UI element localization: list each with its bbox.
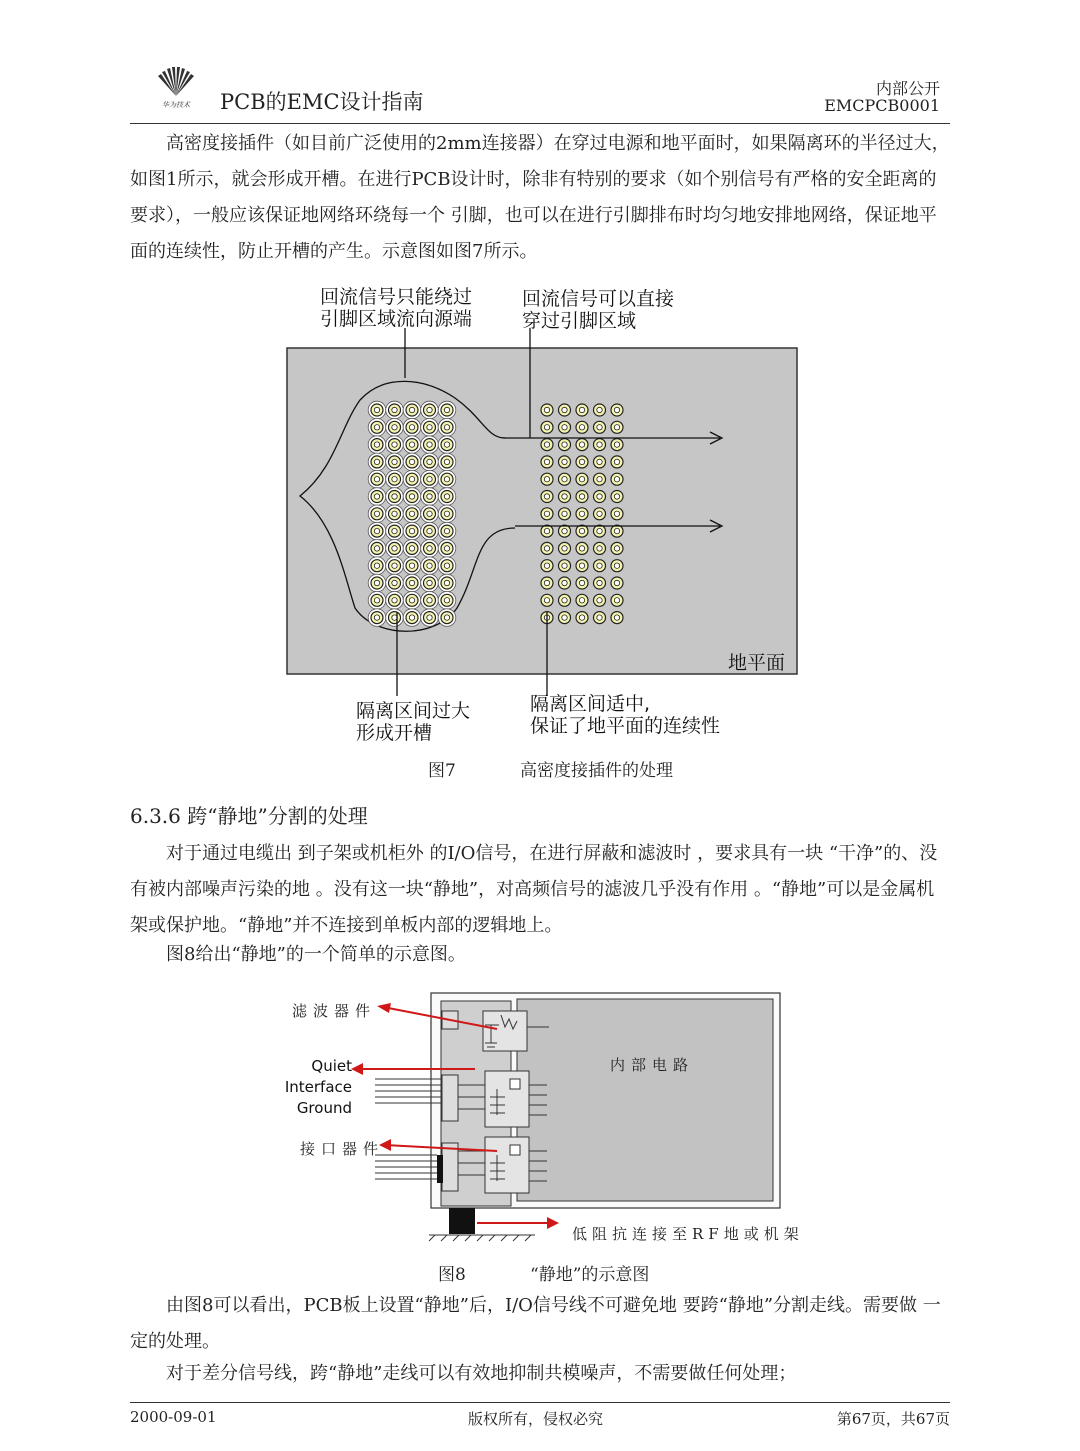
- pin-hole: [562, 425, 567, 430]
- pin-hole: [597, 511, 602, 516]
- label-oversized-clearance: 隔离区间过大 形成开槽: [356, 700, 471, 744]
- pin-hole: [579, 528, 584, 533]
- pin-hole: [374, 528, 379, 533]
- internal-circuit-block: [517, 999, 773, 1201]
- pin-hole: [614, 563, 619, 568]
- interface-device-2: [485, 1137, 529, 1193]
- pin-hole: [614, 494, 619, 499]
- company-logo: [148, 62, 204, 112]
- pin-hole: [562, 528, 567, 533]
- pin-hole: [579, 546, 584, 551]
- pin-hole: [374, 459, 379, 464]
- figure-7-diagram: [285, 278, 805, 748]
- footer-copyright: 版权所有，侵权必究: [468, 1410, 604, 1428]
- figure-8-number: 图8: [438, 1265, 466, 1285]
- pin-hole: [444, 407, 449, 412]
- pin-hole: [392, 563, 397, 568]
- pin-hole: [597, 615, 602, 620]
- section-heading: 6.3.6 跨“静地”分割的处理: [130, 804, 368, 828]
- pin-hole: [409, 563, 414, 568]
- pin-hole: [597, 528, 602, 533]
- pin-hole: [562, 459, 567, 464]
- pin-hole: [579, 615, 584, 620]
- interface-device-1: [485, 1071, 529, 1127]
- label-interface-device: 接口器件: [300, 1140, 385, 1158]
- pin-hole: [614, 511, 619, 516]
- figure-7-number: 图7: [428, 761, 456, 781]
- pin-hole: [562, 598, 567, 603]
- pin-hole: [444, 580, 449, 585]
- pin-hole: [444, 494, 449, 499]
- pin-hole: [392, 511, 397, 516]
- pin-hole: [444, 546, 449, 551]
- pin-hole: [444, 598, 449, 603]
- pin-hole: [544, 528, 549, 533]
- pin-hole: [374, 563, 379, 568]
- label-quiet-interface-ground: Quiet Interface Ground: [284, 1057, 352, 1117]
- pin-hole: [597, 494, 602, 499]
- pin-hole: [409, 615, 414, 620]
- pin-hole: [579, 598, 584, 603]
- filter-device: [483, 1011, 527, 1051]
- pin-hole: [614, 407, 619, 412]
- pin-hole: [579, 442, 584, 447]
- pin-hole: [427, 459, 432, 464]
- pin-hole: [597, 477, 602, 482]
- pin-hole: [409, 494, 414, 499]
- pin-hole: [409, 528, 414, 533]
- pin-hole: [614, 580, 619, 585]
- pin-hole: [444, 442, 449, 447]
- pin-hole: [544, 546, 549, 551]
- paragraph-figure8-intro: 图8给出“静地”的一个简单的示意图。: [166, 944, 466, 965]
- pin-hole: [562, 546, 567, 551]
- label-low-impedance: 低阻抗连接至RF地或机架: [572, 1225, 804, 1243]
- pin-hole: [374, 580, 379, 585]
- pin-hole: [409, 459, 414, 464]
- pin-hole: [427, 563, 432, 568]
- pin-hole: [614, 546, 619, 551]
- pin-hole: [409, 477, 414, 482]
- pin-hole: [579, 563, 584, 568]
- pin-hole: [562, 477, 567, 482]
- pin-hole: [614, 442, 619, 447]
- pin-hole: [409, 425, 414, 430]
- label-return-through: 回流信号可以直接 穿过引脚区域: [522, 288, 675, 332]
- pin-hole: [374, 615, 379, 620]
- label-internal-circuit: 内部电路: [610, 1056, 695, 1074]
- pin-hole: [444, 528, 449, 533]
- pin-hole: [427, 425, 432, 430]
- pin-hole: [427, 615, 432, 620]
- pin-hole: [444, 563, 449, 568]
- pin-hole: [562, 494, 567, 499]
- paragraph-quiet-ground: 对于通过电缆出 到子架或机柜外 的I/O信号，在进行屏蔽和滤波时 ，要求具有一块 “干净”的、没有被内部噪声污染的地 。没有这一块“静地”，对高频信号的滤波几乎没有作用 。“静地”可以是金属机架或保护地。“静地”并不连接到单板内部的逻辑地上。: [130, 843, 938, 936]
- pin-hole: [427, 598, 432, 603]
- pin-hole: [392, 477, 397, 482]
- pin-hole: [374, 494, 379, 499]
- logo-text: 华为技术: [162, 101, 190, 109]
- pin-hole: [392, 425, 397, 430]
- pin-hole: [544, 511, 549, 516]
- pin-hole: [579, 511, 584, 516]
- pin-hole: [579, 459, 584, 464]
- pin-hole: [392, 494, 397, 499]
- pin-hole: [427, 580, 432, 585]
- document-number: EMCPCB0001: [824, 96, 940, 115]
- pin-hole: [614, 425, 619, 430]
- pin-hole: [544, 407, 549, 412]
- pin-hole: [392, 598, 397, 603]
- pin-hole: [562, 615, 567, 620]
- label-proper-clearance: 隔离区间适中, 保证了地平面的连续性: [530, 693, 721, 737]
- pin-hole: [614, 459, 619, 464]
- pin-hole: [444, 477, 449, 482]
- pin-hole: [409, 511, 414, 516]
- pin-hole: [614, 615, 619, 620]
- pin-hole: [597, 459, 602, 464]
- pin-hole: [409, 407, 414, 412]
- pin-hole: [544, 477, 549, 482]
- pin-hole: [579, 407, 584, 412]
- header-rule: [130, 123, 950, 124]
- pin-hole: [444, 511, 449, 516]
- document-title: PCB的EMC设计指南: [220, 90, 424, 114]
- pin-hole: [579, 580, 584, 585]
- pin-hole: [597, 407, 602, 412]
- figure-7-caption: 高密度接插件的处理: [520, 761, 673, 781]
- pin-hole: [427, 442, 432, 447]
- pin-hole: [597, 580, 602, 585]
- label-return-around: 回流信号只能绕过 引脚区域流向源端: [320, 286, 473, 330]
- pin-hole: [597, 425, 602, 430]
- pin-hole: [597, 563, 602, 568]
- label-filter-device: 滤波器件: [292, 1002, 377, 1020]
- pin-hole: [427, 494, 432, 499]
- pin-hole: [374, 598, 379, 603]
- footer-rule: [130, 1402, 950, 1403]
- pin-hole: [562, 407, 567, 412]
- footer-page-number: 第67页，共67页: [836, 1410, 950, 1428]
- ground-post: [449, 1208, 475, 1234]
- classification-label: 内部公开: [875, 79, 940, 98]
- pin-hole: [597, 598, 602, 603]
- pin-hole: [614, 598, 619, 603]
- pin-hole: [444, 615, 449, 620]
- pin-hole: [562, 580, 567, 585]
- pin-hole: [409, 442, 414, 447]
- footer-date: 2000-09-01: [130, 1408, 217, 1426]
- paragraph-figure8-analysis: 由图8可以看出，PCB板上设置“静地”后，I/O信号线不可避免地 要跨“静地”分割走线。需要做 一定的处理。: [130, 1295, 941, 1352]
- pin-hole: [374, 477, 379, 482]
- pin-hole: [579, 494, 584, 499]
- pin-grid-wide-clearance: [368, 401, 456, 626]
- pin-hole: [427, 477, 432, 482]
- pin-hole: [444, 425, 449, 430]
- pin-hole: [562, 442, 567, 447]
- pin-hole: [392, 580, 397, 585]
- pin-hole: [562, 511, 567, 516]
- pin-hole: [374, 511, 379, 516]
- pin-hole: [597, 442, 602, 447]
- pin-hole: [392, 442, 397, 447]
- figure-8-diagram: [285, 985, 845, 1255]
- pin-hole: [409, 580, 414, 585]
- pin-hole: [392, 459, 397, 464]
- pin-hole: [544, 459, 549, 464]
- pin-hole: [544, 442, 549, 447]
- pin-hole: [427, 511, 432, 516]
- pin-hole: [444, 459, 449, 464]
- pin-hole: [544, 494, 549, 499]
- pin-hole: [427, 546, 432, 551]
- pin-hole: [392, 546, 397, 551]
- paragraph-connector-slots: 高密度接插件（如目前广泛使用的2mm连接器）在穿过电源和地平面时，如果隔离环的半径过大，如图1所示，就会形成开槽。在进行PCB设计时，除非有特别的要求（如个别信号有严格的安全距离的要求），一般应该保证地网络环绕每一个 引脚，也可以在进行引脚排布时均匀地安排地网络，保证地平面的连续性，防止开槽的产生。示意图如图7所示。: [130, 133, 950, 262]
- label-ground-plane: 地平面: [728, 652, 786, 674]
- pin-hole: [614, 477, 619, 482]
- pin-hole: [579, 477, 584, 482]
- pin-hole: [614, 528, 619, 533]
- pin-hole: [562, 563, 567, 568]
- pin-hole: [597, 546, 602, 551]
- pin-hole: [374, 407, 379, 412]
- pin-hole: [544, 563, 549, 568]
- pin-hole: [374, 442, 379, 447]
- figure-8-caption: “静地”的示意图: [530, 1265, 650, 1285]
- pin-hole: [544, 425, 549, 430]
- pin-hole: [409, 598, 414, 603]
- pin-hole: [544, 598, 549, 603]
- pin-hole: [544, 580, 549, 585]
- pin-hole: [392, 407, 397, 412]
- pin-hole: [579, 425, 584, 430]
- pin-hole: [427, 528, 432, 533]
- paragraph-differential-signals: 对于差分信号线，跨“静地”走线可以有效地抑制共模噪声，不需要做任何处理；: [166, 1363, 797, 1384]
- pin-hole: [427, 407, 432, 412]
- pin-hole: [392, 528, 397, 533]
- pin-hole: [409, 546, 414, 551]
- pin-hole: [374, 425, 379, 430]
- pin-hole: [374, 546, 379, 551]
